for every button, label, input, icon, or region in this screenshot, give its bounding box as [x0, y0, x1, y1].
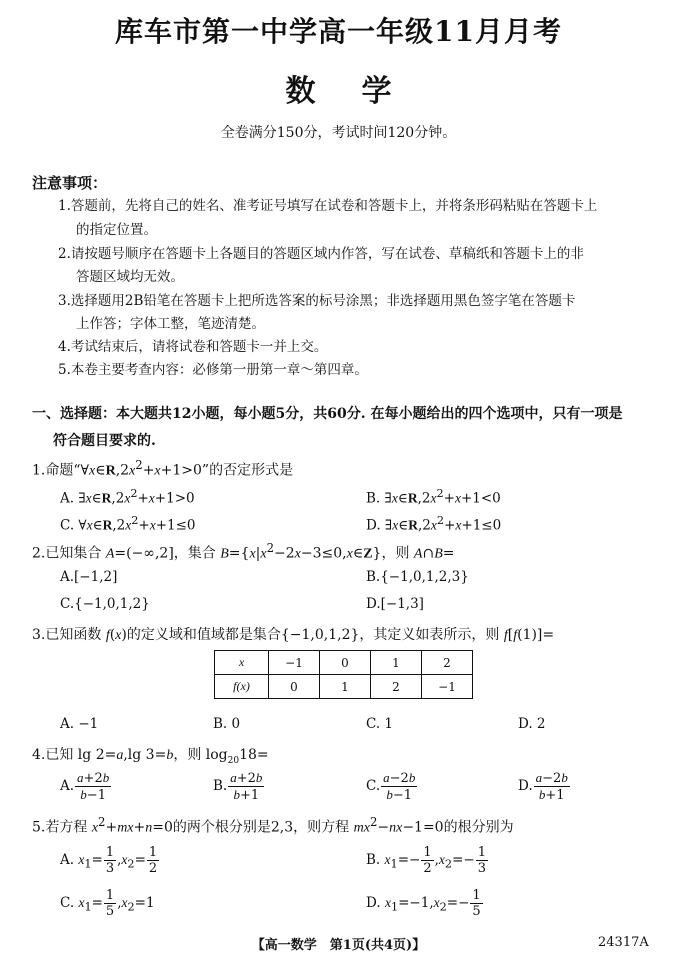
exam-code: 24317A: [598, 935, 649, 950]
q1-option-a: A. $\exists x\in R,2x^2+x+1>0$: [60, 487, 195, 507]
note-line: 2.请按题号顺序在答题卡上各题目的答题区域内作答，写在试卷、草稿纸和答题卡上的非: [58, 246, 584, 262]
question-5: 5.若方程 $x^2+mx+n=0$的两个根分别是2,3，则方程 $mx^2-nx-1=0$的根分别为: [32, 815, 514, 836]
q4-option-b: B. $\frac{a+2b}{b+1}$: [213, 770, 263, 803]
subject-title: 数学: [285, 74, 438, 109]
table-cell: 0: [269, 675, 320, 699]
note-line: 3.选择题用2B铅笔在答题卡上把所选答案的标号涂黑；非选择题用黑色签字笔在答题卡: [58, 293, 576, 309]
q1-option-b: B. $\exists x\in R,2x^2+x+1<0$: [366, 487, 501, 507]
table-cell: x: [215, 651, 269, 675]
question-4: 4.已知 lg 2=a,lg 3=b，则 $\log_{20}18=$: [32, 747, 269, 766]
q1-prefix: 1.命题“: [32, 462, 81, 479]
note-line: 上作答；字体工整，笔迹清楚。: [76, 316, 265, 332]
table-cell: 2: [422, 651, 473, 675]
note-line: 5.本卷主要考查内容：必修第一册第一章～第四章。: [58, 362, 368, 378]
section-heading: 一、选择题：本大题共12小题，每小题5分，共60分. 在每小题给出的四个选项中，只有一项是: [32, 406, 623, 422]
q2-option-a: A.[−1,2]: [60, 569, 118, 585]
q5-option-c: C. $x_1=$ $\frac{1}{5}$ $,x_2=1$: [60, 888, 155, 919]
question-2: 2.已知集合 A=(−∞,2]，集合 $B=\{x|x^2-2x-3\le 0,x\in Z\}$，则 A∩B=: [32, 541, 455, 562]
table-cell: 2: [371, 675, 422, 699]
q5-option-b: B. $x_1=-$ $\frac{1}{2}$ $,x_2=-$ $\frac{1}{3}$: [366, 845, 486, 876]
question-1: 1.命题“$\forall x\in R,2x^2+x+1>0$”的否定形式是: [32, 458, 294, 479]
q2-option-c: C.{−1,0,1,2}: [60, 596, 150, 612]
q1-option-d: D. $\exists x\in R,2x^2+x+1\le 0$: [366, 514, 502, 534]
q4-option-c: C. $\frac{a-2b}{b-1}$: [366, 770, 416, 803]
question-3: 3.已知函数 f(x)的定义域和值域都是集合{−1,0,1,2}，其定义如表所示，则 f[f(1)]=: [32, 627, 555, 643]
table-cell: f(x): [215, 675, 269, 699]
table-cell: −1: [422, 675, 473, 699]
note-line: 1.答题前，先将自己的姓名、准考证号填写在试卷和答题卡上，并将条形码粘贴在答题卡上: [58, 198, 598, 214]
q4-option-a: A. $\frac{a+2b}{b-1}$: [60, 770, 110, 803]
table-cell: 1: [320, 675, 371, 699]
note-line: 答题区域均无效。: [76, 269, 184, 285]
q3-option-b: B. 0: [213, 716, 241, 732]
exam-info: 全卷满分150分，考试时间120分钟。: [220, 125, 457, 141]
exam-title: 库车市第一中学高一年级11月月考: [115, 15, 562, 48]
table-row: [215, 651, 473, 675]
table-cell: −1: [269, 651, 320, 675]
q2-option-b: B.{−1,0,1,2,3}: [366, 569, 469, 585]
note-line: 的指定位置。: [76, 222, 157, 238]
q3-option-c: C. 1: [366, 716, 394, 732]
q1-option-c: C. $\forall x\in R,2x^2+x+1\le 0$: [60, 514, 196, 534]
note-line: 4.考试结束后，请将试卷和答题卡一并上交。: [58, 339, 328, 355]
notes-title: 注意事项：: [32, 174, 108, 192]
section-heading-cont: 符合题目要求的.: [53, 433, 156, 449]
q5-option-a: A. $x_1=$ $\frac{1}{3}$ $,x_2=$ $\frac{1}{2}$: [60, 845, 158, 876]
function-definition-table: [214, 650, 473, 699]
q4-option-d: D. $\frac{a-2b}{b+1}$: [518, 770, 568, 803]
table-cell: 1: [371, 651, 422, 675]
q1-suffix: ”的否定形式是: [201, 462, 294, 479]
q5-option-d: D. $x_1=-1,x_2=-$ $\frac{1}{5}$: [366, 888, 481, 919]
q2-option-d: D.[−1,3]: [366, 596, 424, 612]
table-row: [215, 675, 473, 699]
q3-option-d: D. 2: [518, 716, 546, 732]
table-cell: 0: [320, 651, 371, 675]
q3-option-a: A. −1: [60, 716, 99, 732]
page-footer: 【高一数学 第1页(共4页)】: [251, 938, 426, 953]
